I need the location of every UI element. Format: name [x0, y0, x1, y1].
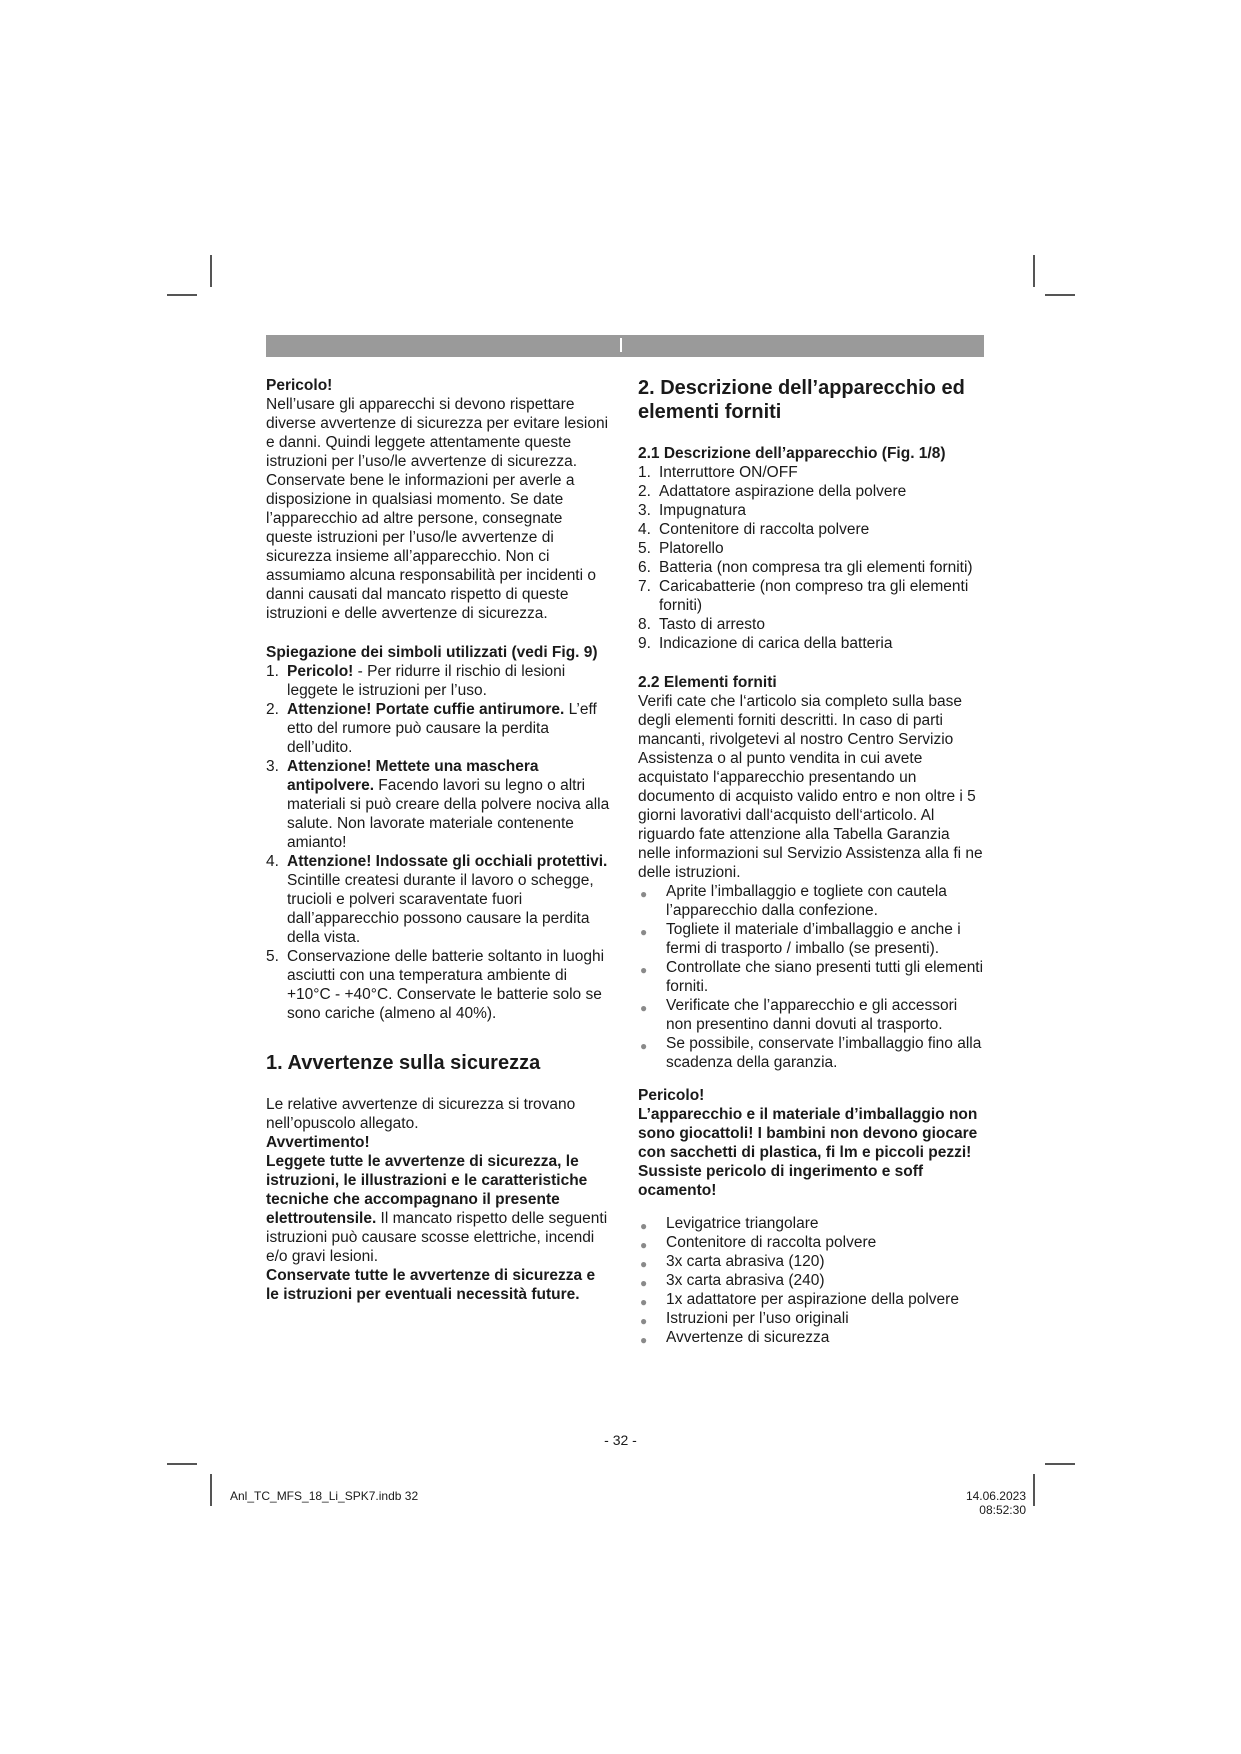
- danger-text: Nell’usare gli apparecchi si devono rispettare diverse avvertenze di sicurezza per evitare lesioni e danni. Quindi leggete attentamente queste istruzioni per l’uso/le avvertenze di sicurezza. Conservate bene le informazioni per averle a disposizione in qualsiasi momento. Se date l’apparecchio ad altre persone, consegnate queste istruzioni per l’uso/le avvertenze di sicurezza insieme all’apparecchio. Non ci assumiamo alcuna responsabilità per incidenti o danni causati dal mancato rispetto di queste istruzioni e delle avvertenze di sicurezza.: [266, 396, 609, 622]
- bullet-icon: ●: [640, 1219, 648, 1233]
- symbol-item: 2. Attenzione! Portate cuffie antirumore. L’eff etto del rumore può causare la perdita dell’udito.: [266, 701, 597, 756]
- supplied-text: Verifi cate che l‘articolo sia completo sulla base degli elementi forniti descritti. In caso di parti mancanti, rivolgetevi al nostro Centro Servizio Assistenza o al punto vendita in cui avete acquistato l‘apparecchio presentando un documento di acquisto valido entro e non oltre i 5 giorni lavorativi dall‘acquisto dell‘articolo. Al riguardo fate attenzione alla Tabella Garanzia nelle informazioni sul Servizio Assistenza alla fi ne delle istruzioni.: [638, 693, 983, 881]
- footer-file-name: Anl_TC_MFS_18_Li_SPK7.indb 32: [230, 1489, 419, 1503]
- content-item: ● Contenitore di raccolta polvere: [638, 1233, 984, 1252]
- content-item: ● 3x carta abrasiva (240): [638, 1271, 984, 1290]
- step-item: ● Controllate che siano presenti tutti gli elementi forniti.: [640, 959, 984, 995]
- safety-intro: Le relative avvertenze di sicurezza si trovano nell’opuscolo allegato.: [266, 1096, 576, 1132]
- danger-text-right: L’apparecchio e il materiale d’imballaggio non sono giocattoli! I bambini non devono giocare con sacchetti di plastica, fi lm e piccoli pezzi! Sussiste pericolo di ingerimento e soff ocamento!: [638, 1106, 978, 1199]
- symbols-list: [266, 662, 611, 1023]
- crop-mark-top-right-horizontal: [1045, 294, 1075, 296]
- warning-paragraph: Leggete tutte le avvertenze di sicurezza, le istruzioni, le illustrazioni e le caratteristiche tecniche che accompagnano il presente elettroutensile. Il mancato rispetto delle seguenti istruzioni può causare scosse elettriche, incendi e/o gravi lesioni.: [266, 1153, 608, 1265]
- keep-instructions-text: Conservate tutte le avvertenze di sicurezza e le istruzioni per eventuali necessità future.: [266, 1267, 596, 1303]
- symbol-item: 3. Attenzione! Mettete una maschera antipolvere. Facendo lavori su legno o altri materiali si può creare della polvere nociva alla salute. Non lavorate materiale contenente amianto!: [266, 758, 610, 851]
- description-title: 2.1 Descrizione dell’apparecchio (Fig. 1/8): [638, 445, 946, 462]
- bullet-icon: ●: [640, 887, 648, 901]
- bullet-icon: ●: [640, 1295, 648, 1309]
- bullet-icon: ●: [640, 1314, 648, 1328]
- symbol-item: 4. Attenzione! Indossate gli occhiali protettivi. Scintille createsi durante il lavoro o schegge, trucioli e polveri scaraventate fuori dall’apparecchio possono causare la perdita della vista.: [266, 853, 608, 946]
- footer-date-time: 14.06.2023 08:52:30: [965, 1489, 1026, 1517]
- header-bar: [266, 335, 984, 357]
- crop-mark-top-right-vertical: [1033, 255, 1035, 287]
- content-item: ● Levigatrice triangolare: [638, 1214, 984, 1233]
- bullet-icon: ●: [640, 1039, 648, 1053]
- crop-mark-bottom-right-vertical: [1033, 1474, 1035, 1506]
- safety-section-title: 1. Avvertenze sulla sicurezza: [266, 1052, 541, 1074]
- bullet-icon: ●: [640, 1238, 648, 1252]
- crop-mark-bottom-left-horizontal: [167, 1463, 197, 1465]
- supplied-title: 2.2 Elementi forniti: [638, 674, 777, 691]
- part-item: 4. Contenitore di raccolta polvere: [638, 521, 870, 538]
- crop-mark-top-left-horizontal: [167, 294, 197, 296]
- page-number: - 32 -: [604, 1432, 637, 1448]
- crop-mark-bottom-left-vertical: [210, 1474, 212, 1506]
- left-column: [266, 376, 611, 1304]
- part-item: 9. Indicazione di carica della batteria: [638, 635, 893, 652]
- part-item: 3. Impugnatura: [638, 502, 747, 519]
- symbols-title: Spiegazione dei simboli utilizzati (vedi Fig. 9): [266, 644, 598, 661]
- crop-mark-bottom-right-horizontal: [1045, 1463, 1075, 1465]
- bullet-icon: ●: [640, 925, 648, 939]
- bullet-icon: ●: [640, 963, 648, 977]
- steps-list: [638, 882, 984, 1072]
- warning-title: Avvertimento!: [266, 1134, 370, 1151]
- step-item: ● Aprite l’imballaggio e togliete con cautela l’apparecchio dalla confezione.: [640, 883, 947, 919]
- step-item: ● Se possibile, conservate l’imballaggio fino alla scadenza della garanzia.: [640, 1035, 982, 1071]
- part-item: 5. Platorello: [638, 540, 724, 557]
- danger-title-right: Pericolo!: [638, 1087, 705, 1104]
- content-item: ● 3x carta abrasiva (120): [638, 1252, 984, 1271]
- part-item: 7. Caricabatterie (non compreso tra gli elementi forniti): [638, 578, 969, 614]
- language-marker: [620, 338, 622, 352]
- part-item: 8. Tasto di arresto: [638, 616, 765, 633]
- danger-title: Pericolo!: [266, 377, 333, 394]
- contents-list: [638, 1214, 984, 1347]
- part-item: 1. Interruttore ON/OFF: [638, 464, 798, 481]
- symbol-item: 5. Conservazione delle batterie soltanto in luoghi asciutti con una temperatura ambiente di +10°C - +40°C. Conservate le batterie solo se sono cariche (almeno al 40%).: [266, 948, 605, 1022]
- step-item: ● Verificate che l’apparecchio e gli accessori non presentino danni dovuti al trasporto.: [640, 997, 958, 1033]
- bullet-icon: ●: [640, 1001, 648, 1015]
- parts-list: [638, 463, 984, 653]
- part-item: 6. Batteria (non compresa tra gli elementi forniti): [638, 559, 973, 576]
- crop-mark-top-left-vertical: [210, 255, 212, 287]
- bullet-icon: ●: [640, 1276, 648, 1290]
- symbol-item: 1. Pericolo! - Per ridurre il rischio di lesioni leggete le istruzioni per l’uso.: [266, 663, 566, 699]
- part-item: 2. Adattatore aspirazione della polvere: [638, 483, 907, 500]
- content-item: ● Avvertenze di sicurezza: [638, 1328, 984, 1347]
- bullet-icon: ●: [640, 1257, 648, 1271]
- content-item: ● 1x adattatore per aspirazione della polvere: [638, 1290, 984, 1309]
- step-item: ● Togliete il materiale d’imballaggio e anche i fermi di trasporto / imballo (se presenti).: [640, 921, 961, 957]
- content-item: ● Istruzioni per l’uso originali: [638, 1309, 984, 1328]
- bullet-icon: ●: [640, 1333, 648, 1347]
- right-column: [638, 376, 984, 1347]
- section2-title: 2. Descrizione dell’apparecchio ed elementi forniti: [638, 377, 965, 423]
